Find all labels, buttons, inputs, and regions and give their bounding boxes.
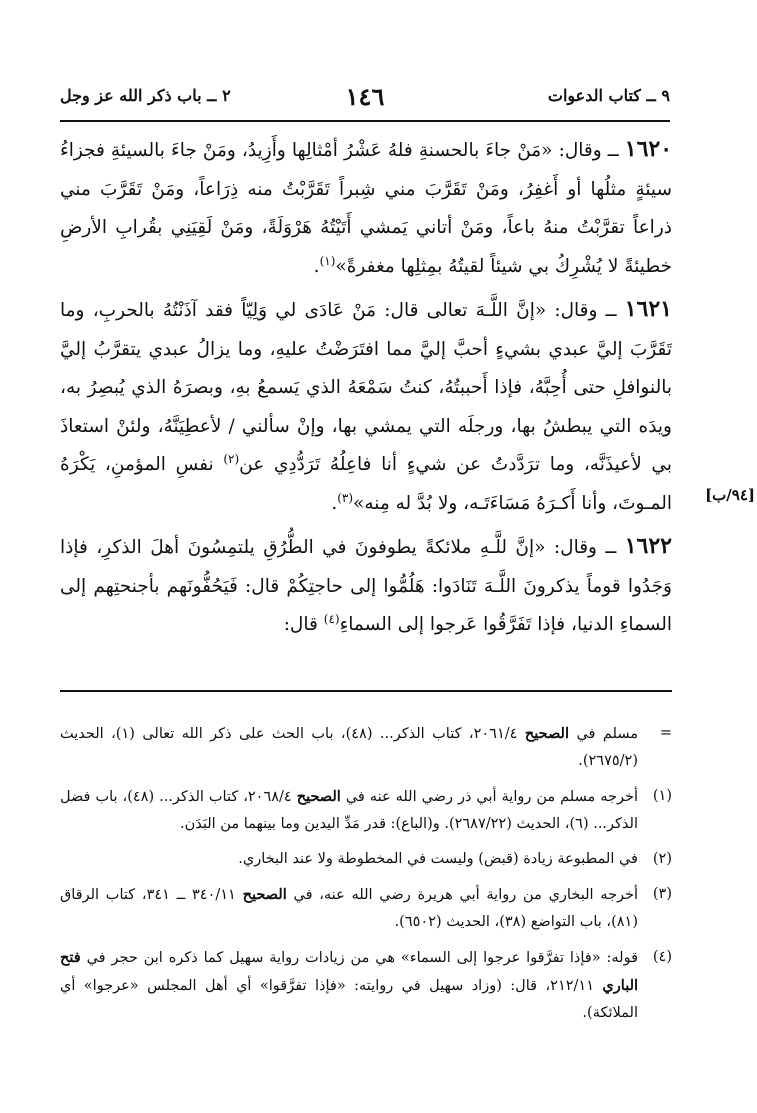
hadith-1620 (60, 130, 672, 286)
footnote-text-part: ٢٠٦١/٤، كتاب الذكر... (٤٨)، باب الحث على ذكر الله تعالى (١)، الحديث (٢٦٧٥/٢). (60, 726, 638, 769)
hadith-1621 (60, 290, 672, 523)
hadith-text-continued: نفسِ المؤمنِ، يَكْرَهُ المـوتَ، وأنا أَكـرَهُ مَسَاءَتَـه، ولا بُدَّ له مِنه» (60, 454, 672, 514)
footnote-text (60, 720, 638, 775)
footnote-2 (60, 846, 672, 873)
footnote-text-part: أخرجه البخاري من رواية أبي هريرة رضي الله عنه، في (293, 887, 639, 903)
footnote-ref[interactable]: (٢) (223, 451, 240, 466)
footnote-ref[interactable]: (١) (319, 253, 336, 268)
hadith-1622 (60, 527, 672, 645)
section-title: ٢ ــ باب ذكر الله عز وجل (60, 86, 231, 105)
book-title: فتح الباري (60, 949, 639, 994)
book-title: الصحيح (524, 725, 569, 742)
footnote-text-part: قوله: «فإذا تفرَّقوا عرجوا إلى السماء» هي من زيادات رواية سهيل كما ذكره ابن حجر في (86, 950, 638, 966)
footnote-text (60, 846, 638, 873)
chapter-title: ٩ ــ كتاب الدعوات (547, 86, 670, 105)
footnote-continued (60, 720, 672, 775)
footnote-text-part: مسلم في (576, 726, 639, 742)
main-text (60, 130, 672, 645)
footnotes (60, 720, 672, 1035)
footnote-text-part: أخرجه مسلم من رواية أبي ذر رضي الله عنه في (345, 789, 638, 805)
hadith-text: ــ وقال: «مَنْ جاءَ بالحسنةِ فلهُ عَشْرُ أمْثالِها وأَزِيدُ، ومَنْ جاءَ بالسيئةِ فجزاءُ سيئةٍ مثلُها أو أَغفِرُ، ومَنْ تَقَرَّبَ مني شِبراً تَقَرَّبْتُ منه ذِرَاعاً، ومَنْ تَقَرَّبَ مني ذراعاً تقرَّبْتُ منهُ باعاً، ومَنْ أتاني يَمشي أَتَيْتُهُ هَرْوَلَةً، ومَنْ لَقِيَنِي بقُرابِ الأرضِ خطيئةً لا يُشْرِكُ بي شيئاً لقيتُهُ بمِثلِها مغفرةً» (60, 140, 672, 277)
footnote-mark: (٤) (652, 949, 672, 965)
footnote-text (60, 881, 638, 936)
footnote-1 (60, 783, 672, 838)
footnote-text-part: ٢١٢/١١، قال: (وزاد سهيل في روايته: «فإذا تفرَّقوا» أي أهل المجلس «عرجوا» أي الملائكة). (60, 978, 638, 1021)
manuscript-folio-marker: [٩٤/ب] (705, 486, 755, 504)
footnote-separator (60, 690, 672, 692)
page-number: ١٤٦ (345, 82, 385, 111)
book-title: الصحيح (242, 886, 287, 903)
footnote-4 (60, 944, 672, 1027)
hadith-number: ١٦٢١ (624, 296, 672, 322)
hadith-tail: . (331, 492, 338, 514)
hadith-text: ــ وقال: «إنَّ اللَّـهَ تعالى قال: مَنْ عَادَى لي وَلِيّاً فقد آذَنْتُهُ بالحربِ، وما تَقَرَّبَ إليَّ عبدي بشيءٍ أحبَّ إليَّ مما افتَرَضْتُ عليهِ، وما يزالُ عبدي يتقرَّبُ إليَّ بالنوافلِ حتى أُحِبَّهُ، فإذا أَحببتُهُ، كنتُ سَمْعَهُ الذي يَسمعُ بهِ، وبصرَهُ الذي يُبصِرُ به، ويدَه التي يبطشُ بها، ورجلَه التي يمشي بها، وإنْ سألني / لأعطِيَنَّهُ، ولئنْ استعاذَ بي لأعيذَنَّه، وما ترَدَّدتُ عن شيءٍ أنا فاعِلُهُ تَرَدُّدِي عن (60, 300, 672, 475)
hadith-number: ١٦٢٠ (624, 136, 673, 162)
hadith-number: ١٦٢٢ (624, 533, 672, 559)
footnote-mark: (١) (652, 788, 672, 804)
footnote-text-part: ٣٤٠/١١ ــ ٣٤١، كتاب الرقاق (٨١)، باب التواضع (٣٨)، الحديث (٦٥٠٢). (60, 887, 638, 930)
footnote-text-part: ٢٠٦٨/٤، كتاب الذكر... (٤٨)، باب فضل الذكر... (٦)، الحديث (٢٦٨٧/٢٢). و(الباع): قدر مَدِّ اليدين وما بينهما من البَدَن. (60, 789, 638, 832)
footnote-mark: (٣) (652, 886, 672, 902)
running-header (60, 84, 670, 122)
footnote-mark: (٢) (652, 851, 672, 867)
footnote-mark: = (659, 725, 672, 741)
book-title: الصحيح (296, 788, 341, 805)
footnote-ref[interactable]: (٤) (323, 611, 340, 626)
footnote-text (60, 783, 638, 838)
hadith-tail: قال: (283, 614, 318, 635)
hadith-text: ــ وقال: «إنَّ للَّـهِ ملائكةً يطوفونَ في الطُّرُقِ يلتمِسُونَ أهلَ الذكرِ، فإذا وَجَدُوا قوماً يذكرونَ اللَّـهَ تَنَادَوا: هَلُمُّوا إلى حاجتِكُمْ قال: فَيَحُفُّونَهم بأجنحتِهم إلى السماءِ الدنيا، فإذا تَفَرَّقُوا عَرجوا إلى السماءِ (60, 537, 672, 635)
hadith-tail: . (313, 255, 320, 277)
footnote-text (60, 944, 638, 1027)
footnote-3 (60, 881, 672, 936)
footnote-text-part: في المطبوعة زيادة (قبض) وليست في المخطوطة ولا عند البخاري. (238, 851, 638, 867)
footnote-ref[interactable]: (٣) (337, 490, 354, 505)
